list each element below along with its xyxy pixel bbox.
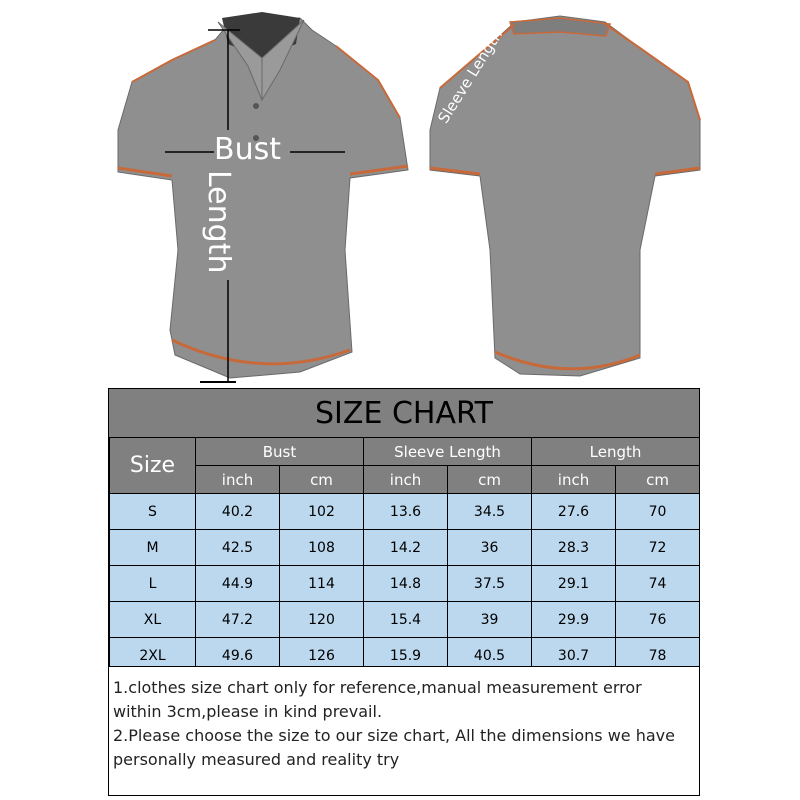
value-cell: 36 bbox=[448, 530, 532, 566]
size-cell: XL bbox=[110, 602, 196, 638]
value-cell: 15.9 bbox=[364, 638, 448, 674]
value-cell: 40.2 bbox=[196, 494, 280, 530]
shirt-drawings bbox=[0, 0, 800, 388]
value-cell: 29.1 bbox=[532, 566, 616, 602]
length-measure-label bbox=[201, 170, 306, 274]
unit-header: inch bbox=[364, 466, 448, 494]
sleeve-length-measure-label: Sleeve Length bbox=[434, 26, 507, 127]
value-cell: 78 bbox=[616, 638, 700, 674]
value-cell: 37.5 bbox=[448, 566, 532, 602]
unit-header-row bbox=[110, 466, 700, 494]
value-cell: 102 bbox=[280, 494, 364, 530]
value-cell: 72 bbox=[616, 530, 700, 566]
size-chart bbox=[108, 388, 700, 796]
value-cell: 40.5 bbox=[448, 638, 532, 674]
value-cell: 27.6 bbox=[532, 494, 616, 530]
value-cell: 120 bbox=[280, 602, 364, 638]
table-row bbox=[110, 530, 700, 566]
size-column-header: Size bbox=[110, 438, 196, 494]
size-cell: M bbox=[110, 530, 196, 566]
value-cell: 74 bbox=[616, 566, 700, 602]
value-cell: 47.2 bbox=[196, 602, 280, 638]
value-cell: 126 bbox=[280, 638, 364, 674]
size-chart-title: SIZE CHART bbox=[109, 389, 699, 438]
unit-header: cm bbox=[448, 466, 532, 494]
unit-header: cm bbox=[280, 466, 364, 494]
unit-header: cm bbox=[616, 466, 700, 494]
note-2: 2.Please choose the size to our size chart, All the dimensions we have personally measured and reality try bbox=[113, 726, 675, 769]
value-cell: 29.9 bbox=[532, 602, 616, 638]
value-cell: 114 bbox=[280, 566, 364, 602]
sleeve-length-group-header: Sleeve Length bbox=[364, 438, 532, 466]
size-cell: 2XL bbox=[110, 638, 196, 674]
value-cell: 28.3 bbox=[532, 530, 616, 566]
value-cell: 15.4 bbox=[364, 602, 448, 638]
table-row bbox=[110, 602, 700, 638]
value-cell: 34.5 bbox=[448, 494, 532, 530]
length-group-header: Length bbox=[532, 438, 700, 466]
value-cell: 39 bbox=[448, 602, 532, 638]
value-cell: 14.2 bbox=[364, 530, 448, 566]
value-cell: 108 bbox=[280, 530, 364, 566]
value-cell: 76 bbox=[616, 602, 700, 638]
note-1: 1.clothes size chart only for reference,manual measurement error within 3cm,please in kind prevail. bbox=[113, 678, 642, 721]
length-measure-text: Length bbox=[201, 170, 236, 274]
value-cell: 13.6 bbox=[364, 494, 448, 530]
value-cell: 49.6 bbox=[196, 638, 280, 674]
unit-header: inch bbox=[196, 466, 280, 494]
value-cell: 14.8 bbox=[364, 566, 448, 602]
table-row bbox=[110, 566, 700, 602]
table-row bbox=[110, 494, 700, 530]
size-chart-notes bbox=[109, 666, 699, 795]
size-cell: S bbox=[110, 494, 196, 530]
size-table bbox=[109, 437, 700, 674]
shirt-illustrations bbox=[0, 0, 800, 388]
unit-header: inch bbox=[532, 466, 616, 494]
size-cell: L bbox=[110, 566, 196, 602]
bust-group-header: Bust bbox=[196, 438, 364, 466]
value-cell: 30.7 bbox=[532, 638, 616, 674]
value-cell: 42.5 bbox=[196, 530, 280, 566]
value-cell: 70 bbox=[616, 494, 700, 530]
group-header-row bbox=[110, 438, 700, 466]
bust-measure-label: Bust bbox=[214, 132, 281, 167]
value-cell: 44.9 bbox=[196, 566, 280, 602]
